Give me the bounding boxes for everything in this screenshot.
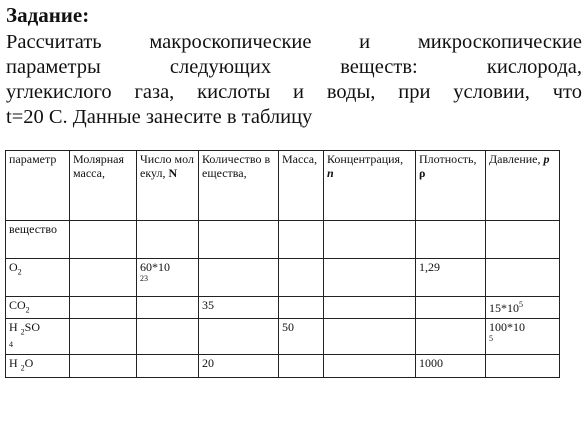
table-header-row (6, 151, 560, 221)
row-label-substance: вещество (6, 221, 70, 259)
header-param: параметр (6, 151, 70, 221)
table-row-o2 (6, 259, 560, 297)
task-text (6, 30, 582, 130)
cell-h2o-amount: 20 (199, 355, 279, 377)
row-label-co2: $CO_2$ (6, 297, 70, 319)
header-concentration: Концентрация, n (324, 151, 416, 221)
table-row-h2so4 (6, 319, 560, 355)
task-heading: Задание: (6, 3, 90, 27)
task-line-4: t=20 С. Данные занесите в таблицу (6, 106, 313, 128)
cell-co2-pressure: $15*10^5$ (486, 297, 560, 319)
cell-h2so4-pressure: 100*10 5 (486, 319, 560, 355)
task-line-2: параметры следующих веществ: кислорода, (6, 56, 582, 78)
row-label-o2: $O_2$ (6, 259, 70, 297)
header-density: Плотность, ρ (416, 151, 486, 221)
cell-o2-density: 1,29 (416, 259, 486, 297)
substances-table (5, 150, 560, 378)
table-row-co2 (6, 297, 560, 319)
table-row (6, 221, 560, 259)
header-pressure: Давление, p (486, 151, 560, 221)
row-label-h2so4: H $_2$SO 4 (6, 319, 70, 355)
table-row-h2o (6, 355, 560, 377)
task-line-1: Рассчитать макроскопические и микроскопические (6, 31, 582, 53)
cell-h2o-density: 1000 (416, 355, 486, 377)
header-molar-mass: Молярная масса, (70, 151, 137, 221)
row-label-h2o: H $_2$O (6, 355, 70, 377)
header-mass: Масса, (279, 151, 324, 221)
header-molecule-count: Число молекул, N (137, 151, 199, 221)
cell-h2so4-mass: 50 (279, 319, 324, 355)
header-amount: Количество вещества, (199, 151, 279, 221)
cell-o2-molecules: 60*10 23 (137, 259, 199, 297)
task-line-3: углекислого газа, кислоты и воды, при условии, что (6, 81, 582, 103)
cell-co2-amount: 35 (199, 297, 279, 319)
